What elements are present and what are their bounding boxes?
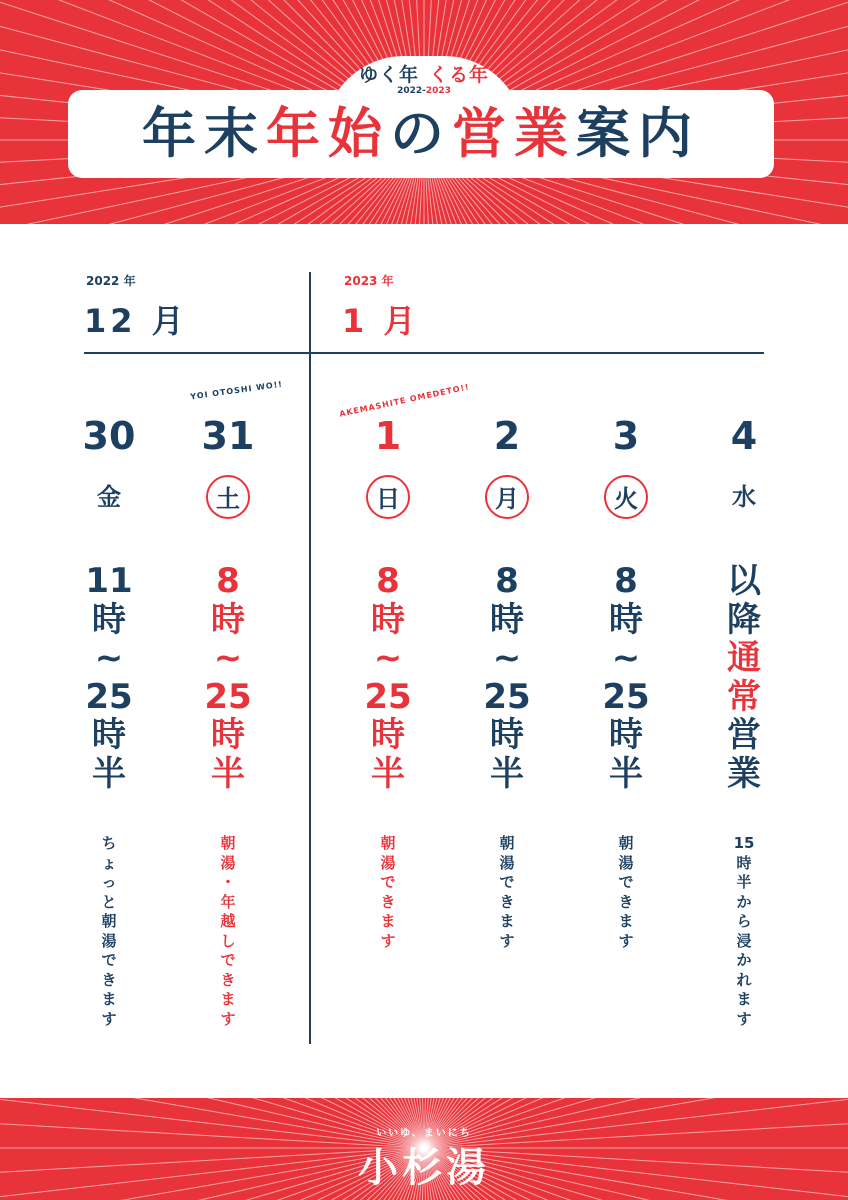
title-eigyo: 営業 — [452, 102, 576, 165]
day-note: 15 時 半 か ら 浸 か れ ま す — [733, 834, 755, 1028]
year-2022: 2022 年 — [86, 274, 136, 288]
title-no: の — [390, 102, 452, 165]
hours-eigyo: 営 業 — [727, 715, 761, 794]
day-note: 朝 湯 ・ 年 越 し で き ま す — [220, 834, 236, 1028]
title-annai: 案内 — [576, 102, 700, 165]
hours-ikou: 以 降 — [727, 561, 761, 640]
day-number: 2 — [493, 414, 521, 458]
opening-hours: 11 時 ~ 25 時 半 — [85, 561, 133, 794]
day-note: 朝 湯 で き ま す — [499, 834, 515, 950]
day-number: 1 — [374, 414, 402, 458]
logo: 小杉湯 — [358, 1145, 490, 1191]
title-nenshi: 年始 — [266, 102, 390, 165]
years-from: 2022- — [397, 86, 426, 96]
arc-text-yoi-otoshi: YOI OTOSHI WO!! — [189, 379, 284, 402]
day-note: ち ょ っ と 朝 湯 で き ま す — [101, 834, 117, 1028]
years-to: 2023 — [425, 86, 451, 96]
day-number: 30 — [82, 414, 136, 458]
day-number: 4 — [730, 414, 758, 458]
day-note: 朝 湯 で き ま す — [380, 834, 396, 950]
year-divider — [309, 272, 311, 1044]
header-divider — [84, 352, 764, 354]
day-number: 31 — [201, 414, 255, 458]
hours-tsujo: 通 常 — [727, 638, 761, 717]
opening-hours — [689, 562, 799, 793]
opening-hours: 8 時 ~ 25 時 半 — [483, 561, 531, 794]
arc-text-akemashite: AKEMASHITE OMEDETO!! — [338, 382, 471, 419]
month-december: 12 月 — [84, 302, 188, 340]
weekday-circled: 土 — [206, 475, 250, 519]
weekday-circled: 日 — [366, 475, 410, 519]
title-nenmatsu: 年末 — [142, 102, 266, 165]
years-range — [324, 86, 524, 96]
page-title — [68, 96, 774, 172]
month-january: 1 月 — [342, 302, 420, 340]
opening-hours: 8 時 ~ 25 時 半 — [364, 561, 412, 794]
subtitle-yuku: ゆく年 — [358, 64, 419, 86]
weekday: 金 — [97, 483, 121, 511]
day-note: 朝 湯 で き ま す — [618, 834, 634, 950]
weekday-circled: 火 — [604, 475, 648, 519]
subtitle-kuru: くる年 — [429, 64, 490, 86]
year-2023: 2023 年 — [344, 274, 394, 288]
logo-tagline: いいゆ、まいにち — [376, 1128, 472, 1139]
weekday-circled: 月 — [485, 475, 529, 519]
weekday: 水 — [732, 483, 756, 511]
day-number: 3 — [612, 414, 640, 458]
opening-hours: 8 時 ~ 25 時 半 — [602, 561, 650, 794]
opening-hours: 8 時 ~ 25 時 半 — [204, 561, 252, 794]
subtitle — [324, 60, 524, 87]
